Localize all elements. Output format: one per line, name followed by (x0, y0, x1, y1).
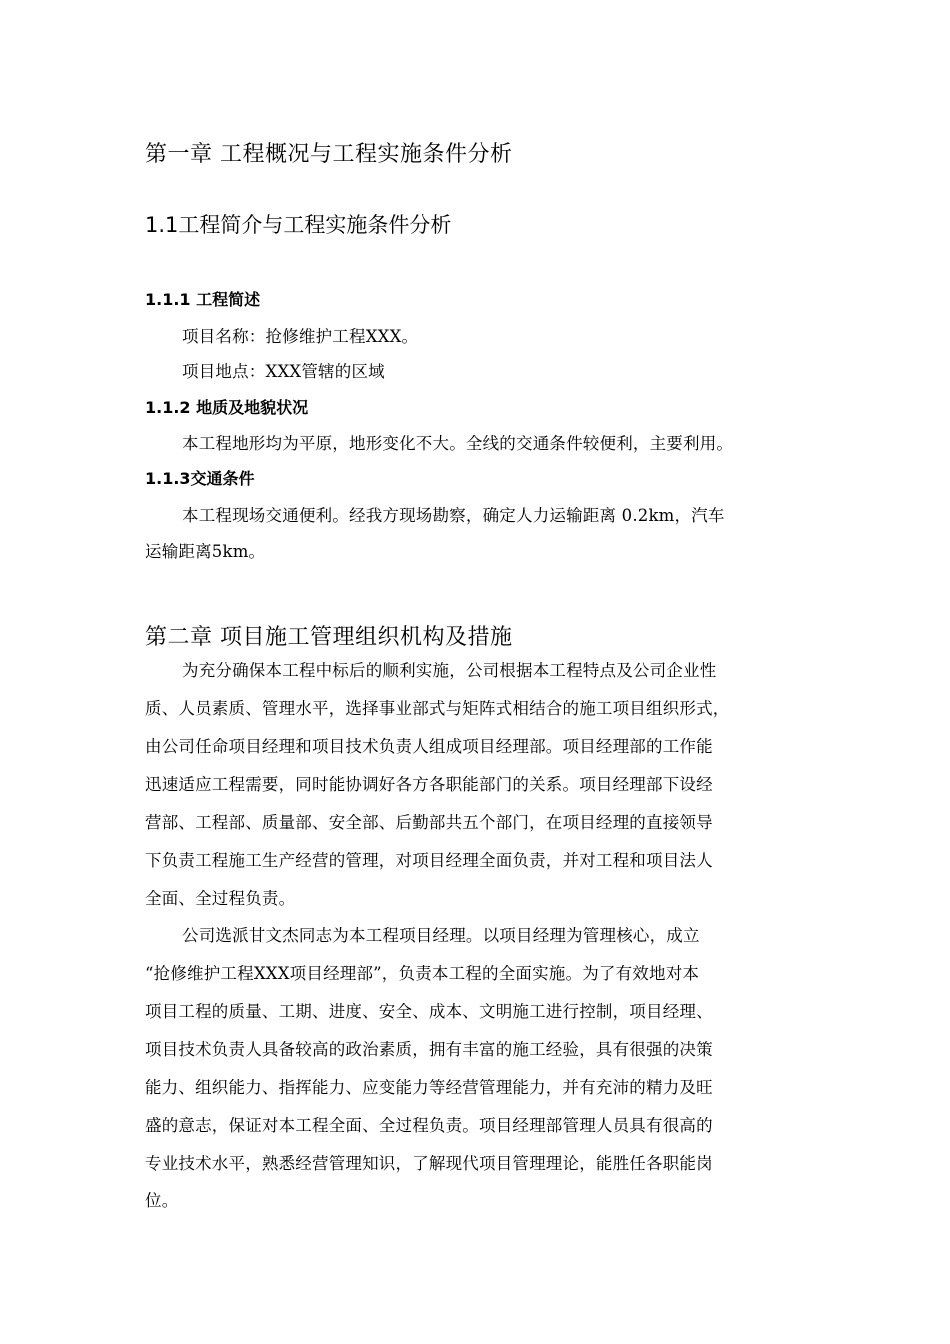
para2-line-2: “抢修维护工程XXX项目经理部”，负责本工程的全面实施。为了有效地对本 (145, 964, 700, 983)
para1-line-3: 由公司任命项目经理和项目技术负责人组成项目经理部。项目经理部的工作能 (145, 737, 713, 756)
para2-line-8: 位。 (145, 1191, 179, 1210)
para2-line-5: 能力、组织能力、指挥能力、应变能力等经营管理能力，并有充沛的精力及旺 (145, 1078, 713, 1097)
traffic-line-1: 本工程现场交通便利。经我方现场勘察，确定人力运输距离 0.2km，汽车 (182, 506, 725, 525)
subsection-1-1-2-heading: 1.1.2 地质及地貌状况 (145, 398, 309, 417)
project-location-line: 项目地点：XXX管辖的区域 (182, 362, 385, 381)
section-1-1-title: 1.1工程简介与工程实施条件分析 (145, 213, 452, 237)
chapter-1-title: 第一章 工程概况与工程实施条件分析 (145, 142, 513, 167)
chapter-2-title: 第二章 项目施工管理组织机构及措施 (145, 625, 513, 650)
para2-line-6: 盛的意志，保证对本工程全面、全过程负责。项目经理部管理人员具有很高的 (145, 1116, 713, 1135)
para2-line-7: 专业技术水平，熟悉经营管理知识，了解现代项目管理理论，能胜任各职能岗 (145, 1154, 713, 1173)
para1-line-2: 质、人员素质、管理水平，选择事业部式与矩阵式相结合的施工项目组织形式， (145, 699, 730, 718)
para2-line-1: 公司选派甘文杰同志为本工程项目经理。以项目经理为管理核心，成立 (182, 926, 700, 945)
para1-line-1: 为充分确保本工程中标后的顺利实施，公司根据本工程特点及公司企业性 (182, 661, 717, 680)
subsection-1-1-3-heading: 1.1.3交通条件 (145, 469, 255, 488)
para1-line-5: 营部、工程部、质量部、安全部、后勤部共五个部门，在项目经理的直接领导 (145, 813, 713, 832)
traffic-line-2: 运输距离5km。 (145, 542, 266, 561)
subsection-1-1-1-heading: 1.1.1 工程简述 (145, 290, 261, 309)
terrain-line: 本工程地形均为平原，地形变化不大。全线的交通条件较便利，主要利用。 (182, 434, 734, 453)
para2-line-4: 项目技术负责人具备较高的政治素质，拥有丰富的施工经验，具有很强的决策 (145, 1040, 713, 1059)
para1-line-6: 下负责工程施工生产经营的管理，对项目经理全面负责，并对工程和项目法人 (145, 851, 713, 870)
para1-line-7: 全面、全过程负责。 (145, 889, 296, 908)
project-name-line: 项目名称：抢修维护工程XXX。 (182, 327, 419, 346)
para2-line-3: 项目工程的质量、工期、进度、安全、成本、文明施工进行控制，项目经理、 (145, 1002, 713, 1021)
para1-line-4: 迅速适应工程需要，同时能协调好各方各职能部门的关系。项目经理部下设经 (145, 775, 713, 794)
